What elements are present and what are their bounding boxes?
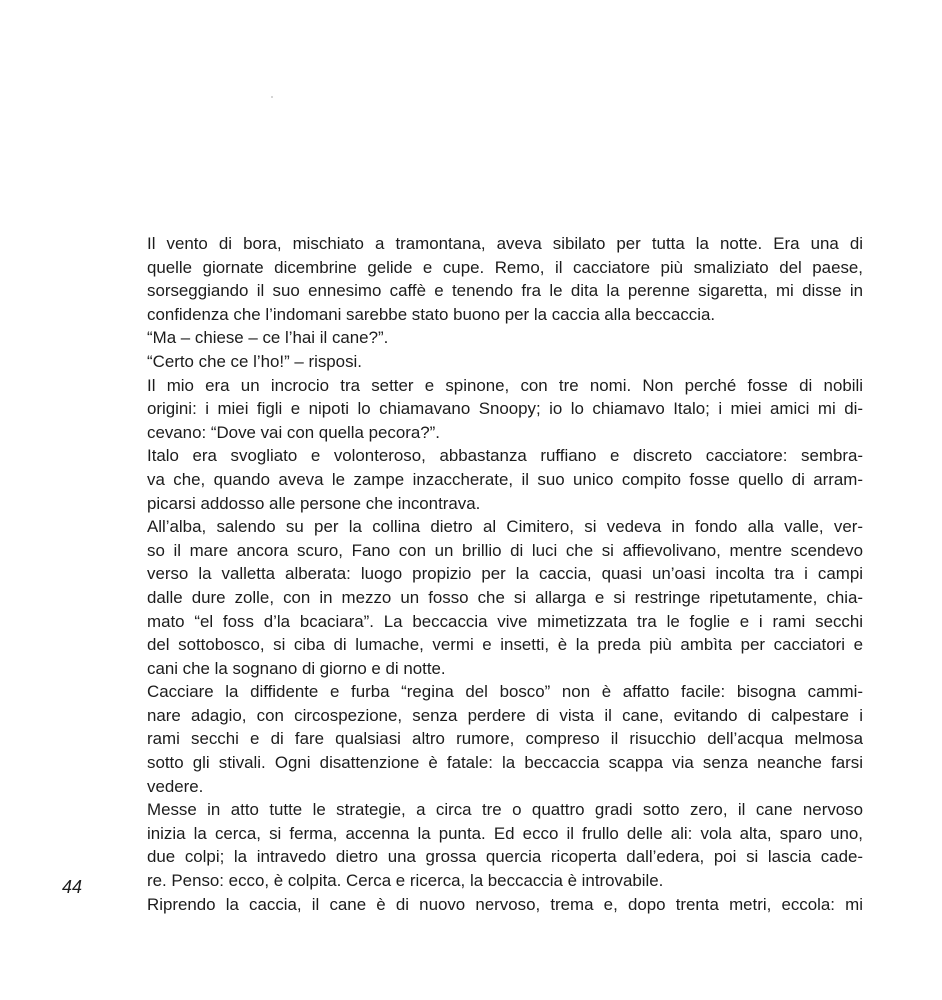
- text-line: All’alba, salendo su per la collina dietro al Cimitero, si vedeva in fondo alla valle, ver-: [147, 517, 863, 537]
- text-line: mato “el foss d’la bcaciara”. La beccaccia vive mimetizzata tra le foglie e i rami secchi: [147, 611, 863, 631]
- text-line: verso la valletta alberata: luogo propizio per la caccia, quasi un’oasi incolta tra i campi: [147, 564, 863, 584]
- text-line: sotto gli stivali. Ogni disattenzione è fatale: la beccaccia scappa via senza neanche farsi: [147, 753, 863, 773]
- text-line: Messe in atto tutte le strategie, a circa tre o quattro gradi sotto zero, il cane nervoso: [147, 800, 863, 820]
- text-line: rami secchi e di fare qualsiasi altro rumore, compreso il risucchio dell’acqua melmosa: [147, 729, 863, 749]
- text-line: Il vento di bora, mischiato a tramontana, aveva sibilato per tutta la notte. Era una di: [147, 234, 863, 253]
- text-line: cani che la sognano di giorno e di notte.: [147, 658, 446, 678]
- text-line: “Certo che ce l’ho!” – risposi.: [147, 351, 362, 371]
- text-line: inizia la cerca, si ferma, accenna la punta. Ed ecco il frullo delle ali: vola alta, sparo uno,: [147, 823, 863, 843]
- text-line: due colpi; la intravedo dietro una grossa quercia ricoperta dall’edera, poi si lascia cade-: [147, 847, 863, 867]
- text-line: vedere.: [147, 776, 204, 796]
- body-text: [147, 232, 863, 916]
- text-line: va che, quando aveva le zampe inzaccherate, il suo unico compito fosse quello di arram-: [147, 469, 863, 489]
- text-line: del sottobosco, si ciba di lumache, vermi e insetti, è la preda più ambìta per cacciatori e: [147, 635, 863, 655]
- text-line: dalle dure zolle, con in mezzo un fosso che si allarga e si restringe ripetutamente, chia-: [147, 587, 863, 607]
- text-line: confidenza che l’indomani sarebbe stato buono per la caccia alla beccaccia.: [147, 304, 716, 324]
- text-line: quelle giornate dicembrine gelide e cupe. Remo, il cacciatore più smaliziato del paese,: [147, 257, 863, 277]
- text-line: Il mio era un incrocio tra setter e spinone, con tre nomi. Non perché fosse di nobili: [147, 375, 863, 395]
- text-line: Riprendo la caccia, il cane è di nuovo nervoso, trema e, dopo trenta metri, eccola: mi: [147, 894, 863, 914]
- paper-speck: [271, 96, 273, 98]
- text-line: “Ma – chiese – ce l’hai il cane?”.: [147, 328, 389, 348]
- text-line: re. Penso: ecco, è colpita. Cerca e ricerca, la beccaccia è introvabile.: [147, 871, 664, 891]
- page-number: 44: [62, 877, 83, 897]
- text-line: Cacciare la diffidente e furba “regina del bosco” non è affatto facile: bisogna cammi-: [147, 682, 863, 702]
- text-line: picarsi addosso alle persone che incontrava.: [147, 493, 481, 513]
- text-line: nare adagio, con circospezione, senza perdere di vista il cane, evitando di calpestare i: [147, 705, 863, 725]
- text-line: Italo era svogliato e volonteroso, abbastanza ruffiano e discreto cacciatore: sembra-: [147, 446, 863, 466]
- text-line: origini: i miei figli e nipoti lo chiamavano Snoopy; io lo chiamavo Italo; i miei amici mi di-: [147, 399, 863, 419]
- text-line: sorseggiando il suo ennesimo caffè e tenendo fra le dita la perenne sigaretta, mi disse in: [147, 281, 863, 301]
- text-line: cevano: “Dove vai con quella pecora?”.: [147, 422, 440, 442]
- text-line: so il mare ancora scuro, Fano con un brillio di luci che si affievolivano, mentre scendevo: [147, 540, 863, 560]
